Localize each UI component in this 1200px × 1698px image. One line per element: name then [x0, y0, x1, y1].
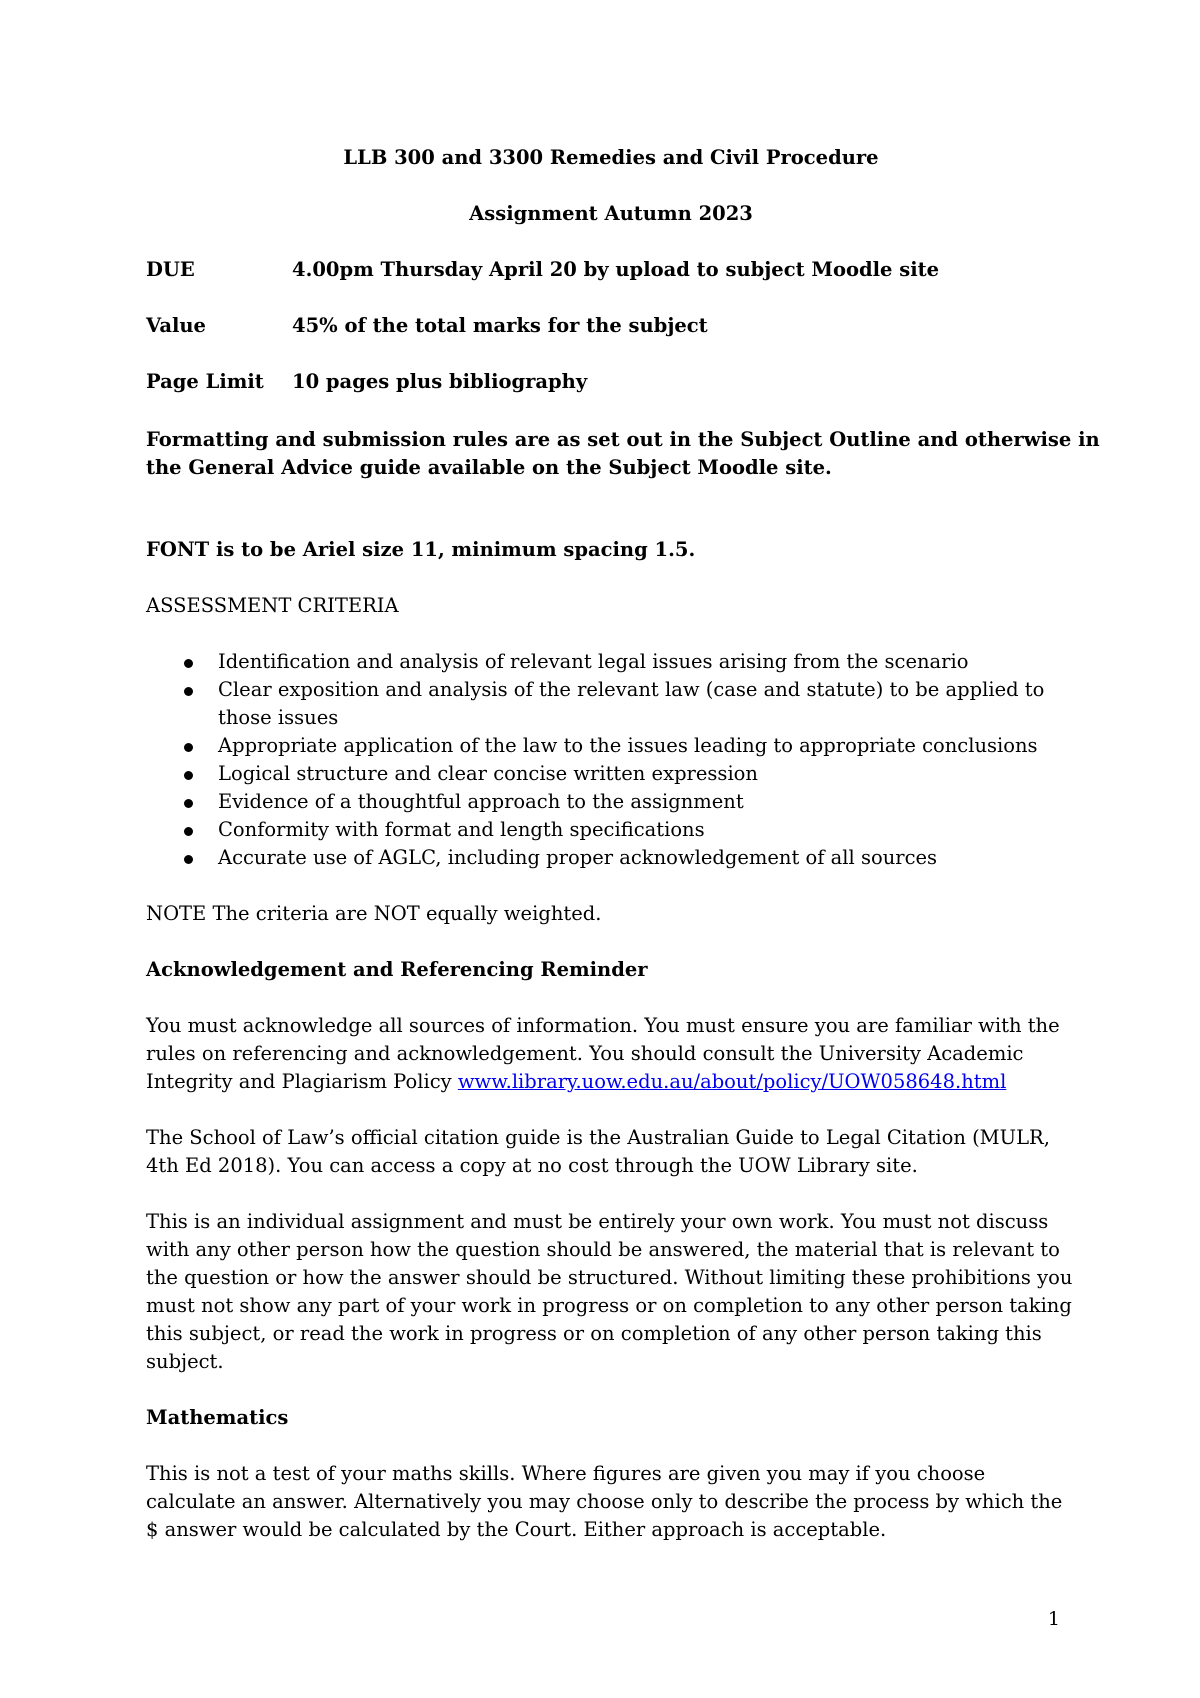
paragraph-line: must not show any part of your work in progress or on completion to any other person taking [146, 1294, 1072, 1317]
paragraph-line: This is not a test of your maths skills. Where figures are given you may if you choose [146, 1462, 986, 1485]
citation-paragraph [146, 1124, 1076, 1180]
value-label: Value [146, 314, 206, 337]
criteria-item [184, 648, 1064, 676]
bullet-icon [184, 771, 193, 780]
paragraph-line: with any other person how the question should be answered, the material that is relevant to [146, 1238, 1060, 1261]
criteria-item-text: Identification and analysis of relevant legal issues arising from the scenario [218, 650, 969, 673]
paragraph-line: subject. [146, 1350, 224, 1373]
paragraph-line: rules on referencing and acknowledgement. You should consult the University Academic [146, 1042, 1024, 1065]
criteria-item [184, 788, 1064, 816]
criteria-item-text: those issues [218, 706, 339, 729]
paragraph-line: calculate an answer. Alternatively you may choose only to describe the process by which the [146, 1490, 1063, 1513]
due-label: DUE [146, 258, 195, 281]
paragraph-line [146, 1068, 1076, 1096]
criteria-item [184, 816, 1064, 844]
course-title: LLB 300 and 3300 Remedies and Civil Procedure [343, 146, 879, 169]
due-value: 4.00pm Thursday April 20 by upload to subject Moodle site [292, 258, 940, 281]
criteria-item-text: Conformity with format and length specifications [218, 818, 705, 841]
bullet-icon [184, 855, 193, 864]
paragraph-line: 4th Ed 2018). You can access a copy at no cost through the UOW Library site. [146, 1154, 918, 1177]
paragraph-line: You must acknowledge all sources of information. You must ensure you are familiar with the [146, 1014, 1060, 1037]
formatting-rules [146, 426, 1100, 482]
criteria-note: NOTE The criteria are NOT equally weighted. [146, 902, 602, 925]
bullet-icon [184, 827, 193, 836]
criteria-heading: ASSESSMENT CRITERIA [146, 594, 399, 617]
criteria-item [184, 760, 1064, 788]
paragraph-line: $ answer would be calculated by the Court. Either approach is acceptable. [146, 1518, 887, 1541]
font-rule: FONT is to be Ariel size 11, minimum spacing 1.5. [146, 538, 696, 561]
paragraph-line: the question or how the answer should be structured. Without limiting these prohibitions you [146, 1266, 1073, 1289]
mathematics-paragraph [146, 1460, 1076, 1544]
criteria-item-text: Appropriate application of the law to the issues leading to appropriate conclusions [218, 734, 1038, 757]
formatting-rules-line: the General Advice guide available on the Subject Moodle site. [146, 456, 832, 479]
criteria-item [184, 844, 1064, 872]
document-page [146, 0, 1100, 1698]
criteria-item [184, 676, 1064, 732]
bullet-icon [184, 743, 193, 752]
acknowledgement-paragraph [146, 1012, 1076, 1096]
paragraph-line: This is an individual assignment and must be entirely your own work. You must not discuss [146, 1210, 1049, 1233]
acknowledgement-heading: Acknowledgement and Referencing Reminder [146, 958, 648, 981]
individual-work-paragraph [146, 1208, 1076, 1376]
paragraph-line: this subject, or read the work in progress or on completion of any other person taking this [146, 1322, 1042, 1345]
value-value: 45% of the total marks for the subject [292, 314, 708, 337]
assignment-title: Assignment Autumn 2023 [469, 202, 753, 225]
bullet-icon [184, 687, 193, 696]
policy-link[interactable]: www.library.uow.edu.au/about/policy/UOW058648.html [457, 1070, 1007, 1093]
page-limit-label: Page Limit [146, 370, 264, 393]
mathematics-heading: Mathematics [146, 1406, 289, 1429]
criteria-item-text: Accurate use of AGLC, including proper acknowledgement of all sources [218, 846, 938, 869]
formatting-rules-line: Formatting and submission rules are as set out in the Subject Outline and otherwise in [146, 428, 1100, 451]
criteria-item-text: Evidence of a thoughtful approach to the assignment [218, 790, 744, 813]
criteria-item-text: Clear exposition and analysis of the relevant law (case and statute) to be applied to [218, 678, 1045, 701]
policy-prefix: Integrity and Plagiarism Policy [146, 1070, 458, 1093]
page-limit-value: 10 pages plus bibliography [292, 370, 588, 393]
criteria-list [184, 648, 1064, 872]
criteria-item-text: Logical structure and clear concise written expression [218, 762, 758, 785]
bullet-icon [184, 799, 193, 808]
page-number: 1 [1047, 1608, 1060, 1630]
bullet-icon [184, 659, 193, 668]
criteria-item [184, 732, 1064, 760]
paragraph-line: The School of Law’s official citation guide is the Australian Guide to Legal Citation (MULR, [146, 1126, 1050, 1149]
